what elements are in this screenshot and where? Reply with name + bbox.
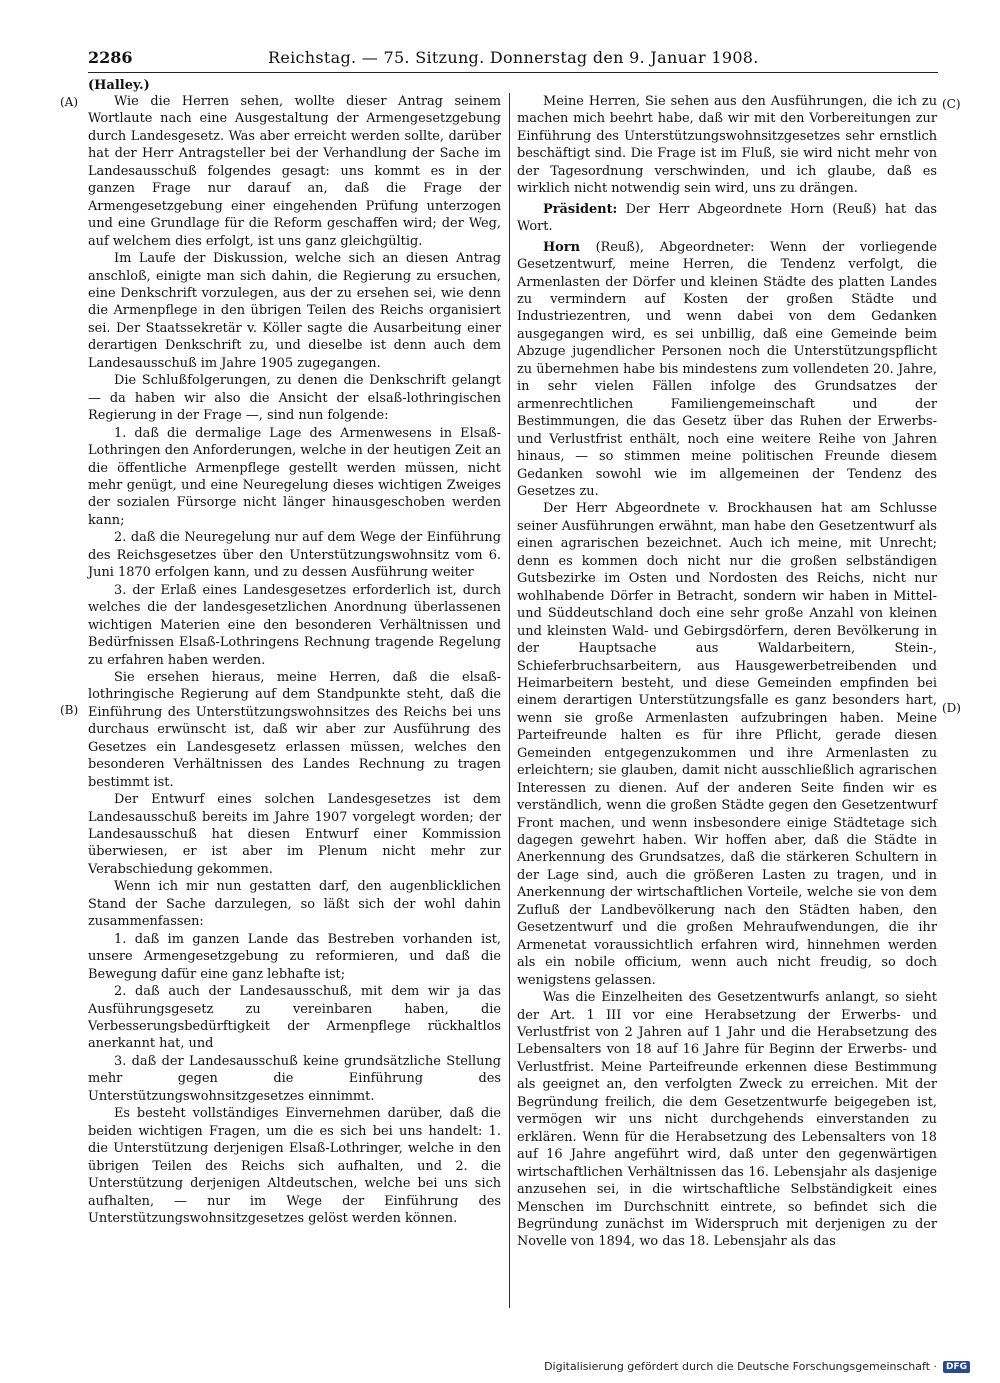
speaker-label: Präsident: [543, 201, 618, 217]
column-divider [509, 93, 510, 1308]
paragraph: Meine Herren, Sie sehen aus den Ausführungen, die ich zu machen mich beehrt habe, daß wir mit den Vorbereitungen zur Einführung des Unterstützungswohnsitzgesetzes sehr ernstlich beschäftigt sind. Die Frage ist im Fluß, sie wird nicht mehr von der Tagesordnung verschwinden, und ich glaube, daß es wirklich nicht notwendig sein wird, uns zu drängen. [517, 94, 937, 197]
paragraph: Es besteht vollständiges Einvernehmen darüber, daß die beiden wichtigen Fragen, um die es sich bei uns handelt: 1. die Unterstützung derjenigen Elsaß-Lothringer, welche in den übrigen Teilen des Reichs sich aufhalten, und 2. die Unterstützung derjenigen Altdeutschen, welche bei uns sich aufhalten, — nur im Wege der Einführung des Unterstützungswohnsitzgesetzes gelöst werden können. [88, 1106, 501, 1226]
speaker-tag: (Halley.) [88, 78, 150, 93]
margin-mark-c: (C) [942, 97, 961, 111]
dfg-logo: DFG [943, 1361, 970, 1373]
margin-mark-b: (B) [60, 703, 79, 717]
margin-mark-d: (D) [942, 701, 961, 715]
speech-text: (Reuß), Abgeordneter: Wenn der vorliegende Gesetzentwurf, meine Herren, die Tendenz verfolgt, die Armenlasten der Dörfer und kleinen Städte des platten Landes zu vermindern auf Kosten der großen Städte und Industriezentren, und wenn dabei von dem Gedanken ausgegangen wird, es sei unbillig, daß eine Gemeinde beim Abzuge jugendlicher Personen noch die Unterstützungspflicht zu übernehmen habe bis mindestens zum vollendeten 20. Jahre, in sehr vielen Fällen infolge des Grundsatzes der armenrechtlichen Familiengemeinschaft und der Bestimmungen, die das Gesetz über das Ruhen der Erwerbs- und Verlustfrist enthält, noch eine weitere Reihe von Jahren hinaus, — so stimmen meine politischen Freunde diesem Gedanken sowohl wie im allgemeinen der Tendenz des Gesetzes zu. [517, 239, 937, 499]
header-rule [88, 72, 938, 73]
paragraph: Der Herr Abgeordnete v. Brockhausen hat am Schlusse seiner Ausführungen erwähnt, man habe den Gesetzentwurf als einen agrarischen bezeichnet. Auch ich meine, mit Unrecht; denn es kommen doch nicht nur die großen selbständigen Gutsbezirke im Osten und Nordosten des Reichs, nicht nur wohlhabende Dörfer in Betracht, sondern wir haben in Mittel- und Süddeutschland doch eine sehr große Anzahl von kleinen und kleinsten Wald- und Gebirgsdörfern, deren Bevölkerung in der Hauptsache aus Waldarbeitern, Stein-, Schieferbruchsarbeitern, aus Hausgewerbetreibenden und Heimarbeitern besteht, und diese Gemeinden empfinden bei einem derartigen Unterstützungsfalle es ganz besonders hart, wenn sie große Armenlasten aufzubringen haben. Meine Parteifreunde halten es für ihre Pflicht, gerade diesen Gemeinden entgegenzukommen und ihre Armenlasten zu erleichtern; sie glauben, damit nicht ausschließlich agrarischen Interessen zu dienen. Auf der anderen Seite finden wir es verständlich, wenn die großen Städte gegen den Gesetzentwurf Front machen, und wenn insbesondere einige Städtetage sich dagegen gewehrt haben. Wir hoffen aber, daß die Städte in Anerkennung des Grundsatzes, daß die stärkeren Schultern in der Lage sind, auch die größeren Lasten zu tragen, und in Anerkennung der wirtschaftlichen Vorteile, welche sie von dem Zufluß der Landbevölkerung nach den Städten haben, den Gesetzentwurf und die großen Mehraufwendungen, die ihr Armenetat voraussichtlich erfahren wird, hinnehmen werden als ein nobile officium, wenn auch nicht freudig, so doch wenigstens gelassen. [517, 501, 937, 988]
list-item: 3. daß der Landesausschuß keine grundsätzliche Stellung mehr gegen die Einführung des Unterstützungswohnsitzgesetzes einnimmt. [88, 1053, 501, 1104]
list-item: 2. daß die Neuregelung nur auf dem Wege der Einführung des Reichsgesetzes über den Unterstützungswohnsitz vom 6. Juni 1870 erfolgen kann, und zu dessen Ausführung weiter [88, 530, 501, 581]
paragraph: Sie ersehen hieraus, meine Herren, daß die elsaß-lothringische Regierung auf dem Standpunkte steht, daß die Einführung des Unterstützungswohnsitzes des Reichs bei uns durchaus erwünscht ist, daß wir aber zur Ausführung des Gesetzes ein Landesgesetz erlassen müssen, welches den besonderen Verhältnissen des Landes Rechnung zu tragen bestimmt ist. [88, 669, 501, 790]
paragraph: Die Schlußfolgerungen, zu denen die Denkschrift gelangt — da haben wir also die Ansicht der elsaß-lothringischen Regierung in der Frage —, sind nun folgende: [88, 373, 501, 424]
paragraph: Der Entwurf eines solchen Landesgesetzes ist dem Landesausschuß bereits im Jahre 1907 vorgelegt worden; der Landesausschuß hat diesen Entwurf einer Kommission überwiesen, er ist aber im Plenum nicht mehr zur Verabschiedung gekommen. [88, 792, 501, 877]
remark-text: Der Herr Abgeordnete Horn (Reuß) hat das Wort. [517, 201, 937, 235]
paragraph: Was die Einzelheiten des Gesetzentwurfs anlangt, so sieht der Art. 1 III vor eine Herabsetzung der Erwerbs- und Verlustfrist von 2 Jahren auf 1 Jahr und die Herabsetzung des Lebensalters von 18 auf 16 Jahre für Beginn der Erwerbs- und Verlustfrist. Meine Parteifreunde erkennen diese Bestimmung als geeignet an, den verfolgten Zweck zu erreichen. Mit der Begründung freilich, die dem Gesetzentwurfe beigegeben ist, vermögen wir uns nicht durchgehends einverstanden zu erklären. Wenn für die Herabsetzung des Lebensalters von 18 auf 16 Jahre angeführt wird, daß unter den gegenwärtigen wirtschaftlichen Verhältnissen das 16. Lebensjahr als dasjenige anzusehen sei, in die wirtschaftliche Selbständigkeit eines Menschen im Durchschnitt eintrete, so befindet sich die Begründung zunächst im Widerspruch mit derjenigen zu der Novelle von 1894, wo das 18. Lebensjahr als das [517, 990, 937, 1250]
president-remark [517, 201, 937, 236]
list-item: 1. daß die dermalige Lage des Armenwesens in Elsaß-Lothringen den Anforderungen, welche in der heutigen Zeit an die öffentliche Armenpflege gestellt werden müssen, nicht mehr genügt, und eine Neuregelung dieses wichtigen Zweiges der sozialen Fürsorge nicht länger hinausgeschoben werden kann; [88, 425, 501, 528]
page-header [88, 48, 938, 70]
margin-mark-a: (A) [60, 95, 79, 109]
running-title: Reichstag. — 75. Sitzung. Donnerstag den 9. Januar 1908. [268, 48, 759, 67]
right-column [517, 93, 937, 1251]
list-item: 1. daß im ganzen Lande das Bestreben vorhanden ist, unsere Armengesetzgebung zu reformieren, und daß die Bewegung dafür eine ganz lebhafte ist; [88, 931, 501, 982]
paragraph: Wenn ich mir nun gestatten darf, den augenblicklichen Stand der Sache darzulegen, so läßt sich der wohl dahin zusammenfassen: [88, 879, 501, 930]
list-item: 2. daß auch der Landesausschuß, mit dem wir ja das Ausführungsgesetz zu vereinbaren haben, die Verbesserungsbedürftigkeit der Armenpflege rückhaltlos anerkannt hat, und [88, 984, 501, 1052]
list-item: 3. der Erlaß eines Landesgesetzes erforderlich ist, durch welches die der landesgesetzlichen Anordnung überlassenen wichtigen Materien eine den besonderen Verhältnissen und Bedürfnissen Elsaß-Lothringens Rechnung tragende Regelung zu erfahren haben werden. [88, 582, 501, 668]
page-number: 2286 [88, 48, 133, 67]
left-column [88, 93, 501, 1227]
paragraph: Im Laufe der Diskussion, welche sich an diesen Antrag anschloß, einigte man sich dahin, die Regierung zu ersuchen, eine Denkschrift vorzulegen, aus der zu ersehen sei, wie denn die Armenpflege in den übrigen Teilen des Reichs organisiert sei. Der Staatssekretär v. Köller sagte die Ausarbeitung einer derartigen Denkschrift zu, und dieselbe ist denn auch dem Landesausschuß im Jahre 1905 zugegangen. [88, 251, 501, 371]
footer-credit [544, 1360, 970, 1373]
speaker-label: Horn [543, 239, 580, 255]
speech-opening [517, 239, 937, 501]
footer-text: Digitalisierung gefördert durch die Deutsche Forschungsgemeinschaft · [544, 1360, 937, 1373]
paragraph: Wie die Herren sehen, wollte dieser Antrag seinem Wortlaute nach eine Ausgestaltung der Armengesetzgebung durch Landesgesetz. Was aber erreicht werden sollte, darüber hat der Herr Antragsteller bei der Verhandlung der Sache im Landesausschuß folgendes gesagt: uns kommt es in der ganzen Frage nur darauf an, daß die Frage der Armengesetzgebung einer eingehenden Prüfung unterzogen und eine Grundlage für die Reform geschaffen wird; der Weg, auf welchem dies erfolgt, ist uns ganz gleichgültig. [88, 94, 501, 249]
